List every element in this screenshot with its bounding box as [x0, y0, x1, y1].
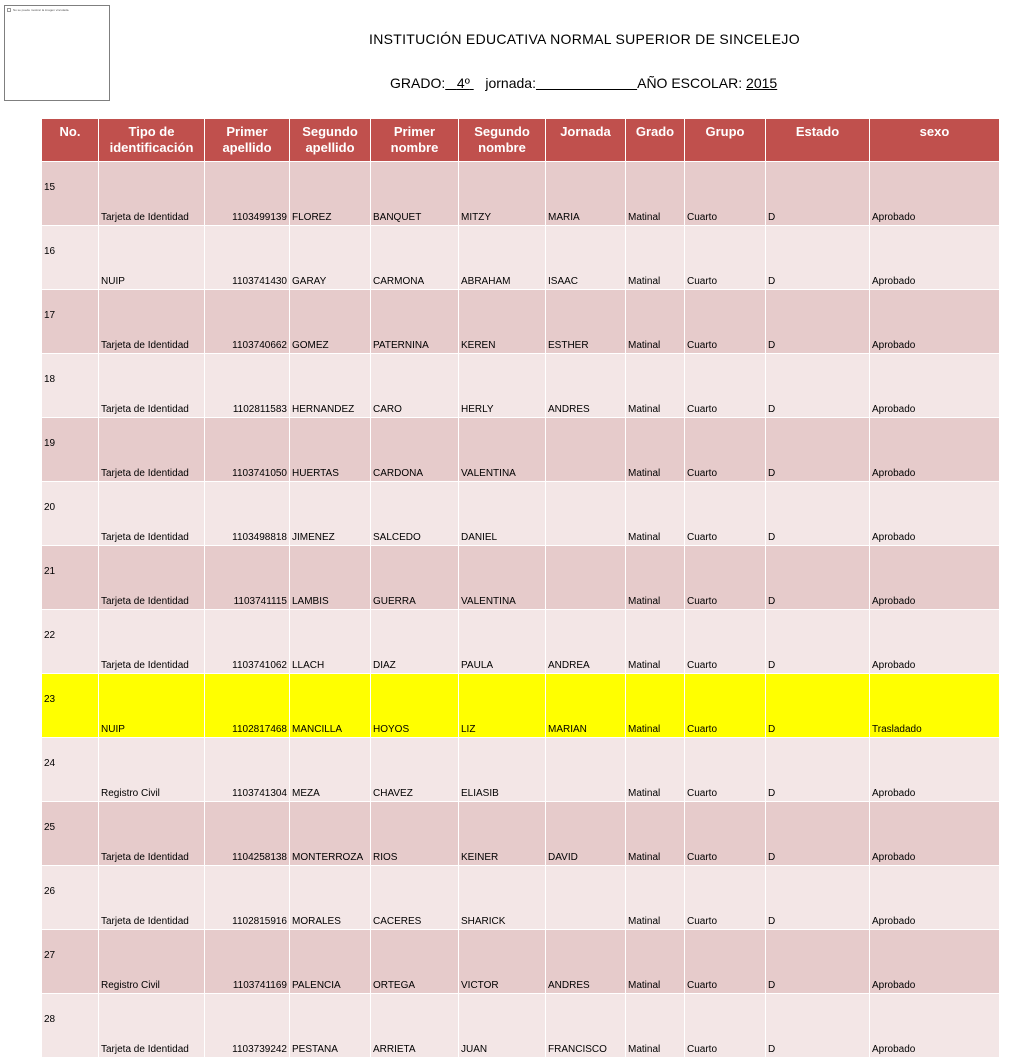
table-row [42, 482, 1000, 546]
cell-grupo: D [766, 994, 870, 1058]
cell-no: 15 [42, 162, 99, 226]
cell-no: 20 [42, 482, 99, 546]
cell-tipo-identificacion: Registro Civil [99, 930, 205, 994]
col-header-estado: Estado [766, 119, 870, 162]
cell-primer-nombre: KEINER [459, 802, 546, 866]
col-header-sexo: sexo [870, 119, 1000, 162]
cell-estado: Aprobado [870, 802, 1000, 866]
cell-primer-nombre: LIZ [459, 674, 546, 738]
cell-segundo-nombre: ESTHER [546, 290, 626, 354]
cell-estado: Aprobado [870, 610, 1000, 674]
cell-numero-identificacion: 1103499139 [205, 162, 290, 226]
table-row [42, 290, 1000, 354]
cell-tipo-identificacion: NUIP [99, 226, 205, 290]
cell-jornada: Matinal [626, 994, 685, 1058]
col-header-jornada: Jornada [546, 119, 626, 162]
cell-numero-identificacion: 1103498818 [205, 482, 290, 546]
cell-grado: Cuarto [685, 226, 766, 290]
cell-no: 24 [42, 738, 99, 802]
cell-segundo-nombre [546, 546, 626, 610]
cell-grado: Cuarto [685, 482, 766, 546]
grado-line [390, 75, 777, 91]
cell-segundo-apellido: PATERNINA [371, 290, 459, 354]
broken-image-icon [7, 8, 69, 12]
cell-segundo-apellido: BANQUET [371, 162, 459, 226]
cell-segundo-apellido: GUERRA [371, 546, 459, 610]
col-header-segundo-nombre: Segundo nombre [459, 119, 546, 162]
cell-grado: Cuarto [685, 674, 766, 738]
cell-grupo: D [766, 162, 870, 226]
table-row [42, 674, 1000, 738]
cell-segundo-nombre: ANDRES [546, 354, 626, 418]
cell-segundo-nombre: DAVID [546, 802, 626, 866]
cell-estado: Aprobado [870, 738, 1000, 802]
jornada-blank [536, 75, 637, 91]
cell-grupo: D [766, 866, 870, 930]
cell-no: 21 [42, 546, 99, 610]
cell-primer-apellido: PESTANA [290, 994, 371, 1058]
cell-estado: Aprobado [870, 482, 1000, 546]
cell-grado: Cuarto [685, 738, 766, 802]
cell-estado: Aprobado [870, 354, 1000, 418]
cell-tipo-identificacion: NUIP [99, 674, 205, 738]
cell-primer-nombre: SHARICK [459, 866, 546, 930]
cell-estado: Aprobado [870, 994, 1000, 1058]
cell-no: 23 [42, 674, 99, 738]
cell-segundo-apellido: RIOS [371, 802, 459, 866]
cell-segundo-nombre [546, 866, 626, 930]
cell-no: 22 [42, 610, 99, 674]
cell-numero-identificacion: 1104258138 [205, 802, 290, 866]
cell-tipo-identificacion: Tarjeta de Identidad [99, 866, 205, 930]
cell-segundo-apellido: ARRIETA [371, 994, 459, 1058]
student-roster-table [41, 118, 1000, 1058]
table-row [42, 802, 1000, 866]
cell-grado: Cuarto [685, 290, 766, 354]
cell-tipo-identificacion: Tarjeta de Identidad [99, 546, 205, 610]
cell-grupo: D [766, 674, 870, 738]
cell-estado: Aprobado [870, 162, 1000, 226]
table-row [42, 930, 1000, 994]
table-header-row [42, 119, 1000, 162]
cell-primer-apellido: GOMEZ [290, 290, 371, 354]
cell-primer-apellido: PALENCIA [290, 930, 371, 994]
cell-segundo-nombre: ANDREA [546, 610, 626, 674]
cell-jornada: Matinal [626, 354, 685, 418]
cell-jornada: Matinal [626, 674, 685, 738]
cell-primer-nombre: HERLY [459, 354, 546, 418]
table-row [42, 866, 1000, 930]
cell-primer-apellido: LAMBIS [290, 546, 371, 610]
cell-primer-apellido: MEZA [290, 738, 371, 802]
cell-no: 16 [42, 226, 99, 290]
grado-label: GRADO: [390, 75, 446, 91]
cell-tipo-identificacion: Registro Civil [99, 738, 205, 802]
cell-no: 28 [42, 994, 99, 1058]
cell-no: 17 [42, 290, 99, 354]
cell-grado: Cuarto [685, 802, 766, 866]
col-header-segundo-apellido: Segundo apellido [290, 119, 371, 162]
cell-estado: Aprobado [870, 418, 1000, 482]
cell-primer-apellido: MORALES [290, 866, 371, 930]
cell-grupo: D [766, 482, 870, 546]
cell-segundo-apellido: CARMONA [371, 226, 459, 290]
cell-jornada: Matinal [626, 610, 685, 674]
cell-tipo-identificacion: Tarjeta de Identidad [99, 610, 205, 674]
cell-segundo-nombre: ISAAC [546, 226, 626, 290]
cell-tipo-identificacion: Tarjeta de Identidad [99, 354, 205, 418]
cell-jornada: Matinal [626, 162, 685, 226]
cell-no: 18 [42, 354, 99, 418]
cell-primer-apellido: FLOREZ [290, 162, 371, 226]
cell-primer-nombre: MITZY [459, 162, 546, 226]
cell-jornada: Matinal [626, 738, 685, 802]
ano-label: AÑO ESCOLAR: [637, 75, 743, 91]
cell-grado: Cuarto [685, 994, 766, 1058]
cell-numero-identificacion: 1103741115 [205, 546, 290, 610]
cell-grupo: D [766, 354, 870, 418]
cell-segundo-nombre: MARIA [546, 162, 626, 226]
cell-tipo-identificacion: Tarjeta de Identidad [99, 482, 205, 546]
cell-grupo: D [766, 802, 870, 866]
cell-segundo-nombre: ANDRES [546, 930, 626, 994]
cell-no: 27 [42, 930, 99, 994]
cell-tipo-identificacion: Tarjeta de Identidad [99, 994, 205, 1058]
cell-primer-nombre: VALENTINA [459, 546, 546, 610]
cell-no: 25 [42, 802, 99, 866]
cell-grupo: D [766, 546, 870, 610]
cell-numero-identificacion: 1103739242 [205, 994, 290, 1058]
col-header-primer-nombre: Primer nombre [371, 119, 459, 162]
col-header-tipo: Tipo de identificación [99, 119, 205, 162]
table-row [42, 546, 1000, 610]
cell-segundo-apellido: CARDONA [371, 418, 459, 482]
cell-tipo-identificacion: Tarjeta de Identidad [99, 802, 205, 866]
cell-jornada: Matinal [626, 866, 685, 930]
cell-grupo: D [766, 930, 870, 994]
cell-grado: Cuarto [685, 546, 766, 610]
cell-grupo: D [766, 226, 870, 290]
cell-segundo-apellido: CHAVEZ [371, 738, 459, 802]
cell-no: 26 [42, 866, 99, 930]
cell-primer-nombre: JUAN [459, 994, 546, 1058]
cell-estado: Aprobado [870, 226, 1000, 290]
cell-primer-apellido: MANCILLA [290, 674, 371, 738]
cell-primer-apellido: HUERTAS [290, 418, 371, 482]
cell-numero-identificacion: 1102811583 [205, 354, 290, 418]
cell-segundo-nombre: MARIAN [546, 674, 626, 738]
cell-primer-apellido: HERNANDEZ [290, 354, 371, 418]
cell-estado: Trasladado [870, 674, 1000, 738]
cell-jornada: Matinal [626, 546, 685, 610]
table-row [42, 226, 1000, 290]
cell-estado: Aprobado [870, 866, 1000, 930]
cell-primer-nombre: PAULA [459, 610, 546, 674]
cell-grado: Cuarto [685, 866, 766, 930]
table-row [42, 994, 1000, 1058]
cell-numero-identificacion: 1103741062 [205, 610, 290, 674]
col-header-primer-apellido: Primer apellido [205, 119, 290, 162]
cell-jornada: Matinal [626, 802, 685, 866]
cell-segundo-nombre: FRANCISCO [546, 994, 626, 1058]
cell-primer-apellido: GARAY [290, 226, 371, 290]
cell-numero-identificacion: 1102815916 [205, 866, 290, 930]
cell-grupo: D [766, 418, 870, 482]
cell-jornada: Matinal [626, 290, 685, 354]
cell-segundo-apellido: CACERES [371, 866, 459, 930]
cell-grado: Cuarto [685, 162, 766, 226]
cell-numero-identificacion: 1103741430 [205, 226, 290, 290]
cell-segundo-apellido: DIAZ [371, 610, 459, 674]
cell-estado: Aprobado [870, 290, 1000, 354]
logo-alt-text: No se puede mostrar la imagen vinculada. [13, 8, 70, 12]
cell-primer-nombre: KEREN [459, 290, 546, 354]
cell-tipo-identificacion: Tarjeta de Identidad [99, 290, 205, 354]
cell-segundo-nombre [546, 738, 626, 802]
cell-grado: Cuarto [685, 610, 766, 674]
cell-segundo-nombre [546, 482, 626, 546]
cell-jornada: Matinal [626, 226, 685, 290]
cell-grado: Cuarto [685, 418, 766, 482]
cell-estado: Aprobado [870, 930, 1000, 994]
cell-jornada: Matinal [626, 482, 685, 546]
cell-primer-apellido: MONTERROZA [290, 802, 371, 866]
cell-primer-apellido: LLACH [290, 610, 371, 674]
table-row [42, 354, 1000, 418]
cell-grupo: D [766, 738, 870, 802]
cell-primer-nombre: ABRAHAM [459, 226, 546, 290]
logo-placeholder [4, 5, 110, 101]
cell-primer-nombre: VALENTINA [459, 418, 546, 482]
table-row [42, 418, 1000, 482]
cell-tipo-identificacion: Tarjeta de Identidad [99, 162, 205, 226]
cell-segundo-apellido: HOYOS [371, 674, 459, 738]
cell-segundo-apellido: SALCEDO [371, 482, 459, 546]
institution-title: INSTITUCIÓN EDUCATIVA NORMAL SUPERIOR DE SINCELEJO [369, 31, 800, 47]
cell-grado: Cuarto [685, 930, 766, 994]
table-row [42, 610, 1000, 674]
cell-estado: Aprobado [870, 546, 1000, 610]
table-row [42, 162, 1000, 226]
jornada-label: jornada: [485, 75, 536, 91]
cell-no: 19 [42, 418, 99, 482]
cell-numero-identificacion: 1103741304 [205, 738, 290, 802]
cell-segundo-apellido: ORTEGA [371, 930, 459, 994]
cell-segundo-nombre [546, 418, 626, 482]
cell-primer-apellido: JIMENEZ [290, 482, 371, 546]
cell-primer-nombre: ELIASIB [459, 738, 546, 802]
cell-numero-identificacion: 1103740662 [205, 290, 290, 354]
cell-grupo: D [766, 290, 870, 354]
cell-numero-identificacion: 1102817468 [205, 674, 290, 738]
col-header-no: No. [42, 119, 99, 162]
cell-primer-nombre: DANIEL [459, 482, 546, 546]
table-row [42, 738, 1000, 802]
col-header-grado: Grado [626, 119, 685, 162]
cell-grupo: D [766, 610, 870, 674]
cell-jornada: Matinal [626, 418, 685, 482]
cell-numero-identificacion: 1103741169 [205, 930, 290, 994]
cell-primer-nombre: VICTOR [459, 930, 546, 994]
ano-value: 2015 [746, 75, 778, 91]
cell-segundo-apellido: CARO [371, 354, 459, 418]
cell-grado: Cuarto [685, 354, 766, 418]
cell-tipo-identificacion: Tarjeta de Identidad [99, 418, 205, 482]
col-header-grupo: Grupo [685, 119, 766, 162]
cell-numero-identificacion: 1103741050 [205, 418, 290, 482]
cell-jornada: Matinal [626, 930, 685, 994]
grado-value: 4º [456, 75, 470, 91]
